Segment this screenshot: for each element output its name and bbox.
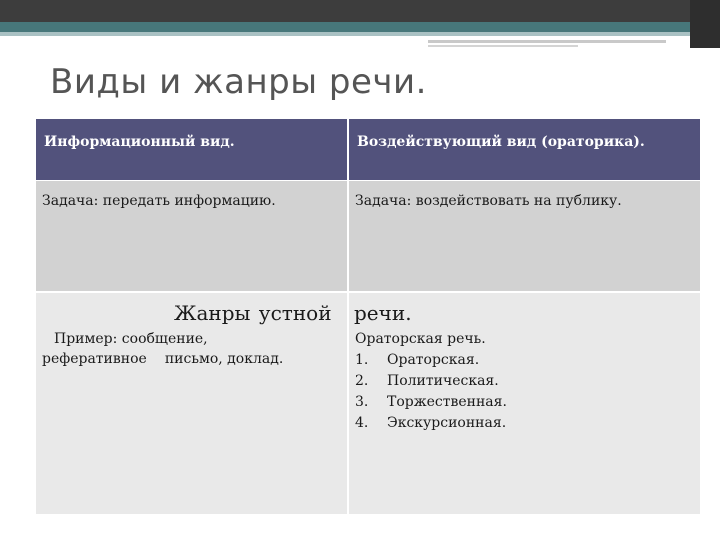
oratory-intro: Ораторская речь. [355, 331, 486, 347]
speech-types-table [36, 119, 700, 514]
teal-decor-strip [0, 22, 720, 32]
header-cell-persuasive: Воздействующий вид (ораторика). [349, 119, 700, 180]
top-decor-band [0, 0, 720, 24]
slide-title: Виды и жанры речи. [50, 62, 427, 102]
list-item: 4. Экскурсионная. [355, 415, 507, 431]
example-text [42, 329, 342, 369]
oratory-list [355, 329, 685, 434]
task-cell-persuasive: Задача: воздействовать на публику. [349, 181, 700, 291]
light-decor-strip [0, 32, 720, 36]
decor-rule [428, 45, 578, 47]
genre-heading-part: Жанры устной [174, 301, 332, 325]
list-item: 2. Политическая. [355, 373, 499, 389]
genre-heading-part: речи. [354, 301, 412, 325]
genre-cell-informational [36, 293, 347, 514]
genre-cell-persuasive [349, 293, 700, 514]
decor-rule [428, 40, 666, 43]
example-line: Пример: сообщение, [54, 331, 208, 347]
genre-heading [174, 301, 412, 325]
corner-decor-block [690, 0, 720, 48]
list-item: 1. Ораторская. [355, 352, 480, 368]
example-line [42, 349, 342, 369]
task-cell-informational: Задача: передать информацию. [36, 181, 347, 291]
example-word: письмо, доклад. [164, 351, 284, 367]
example-word: реферативное [42, 351, 147, 367]
header-cell-informational: Информационный вид. [36, 119, 347, 180]
list-item: 3. Торжественная. [355, 394, 507, 410]
